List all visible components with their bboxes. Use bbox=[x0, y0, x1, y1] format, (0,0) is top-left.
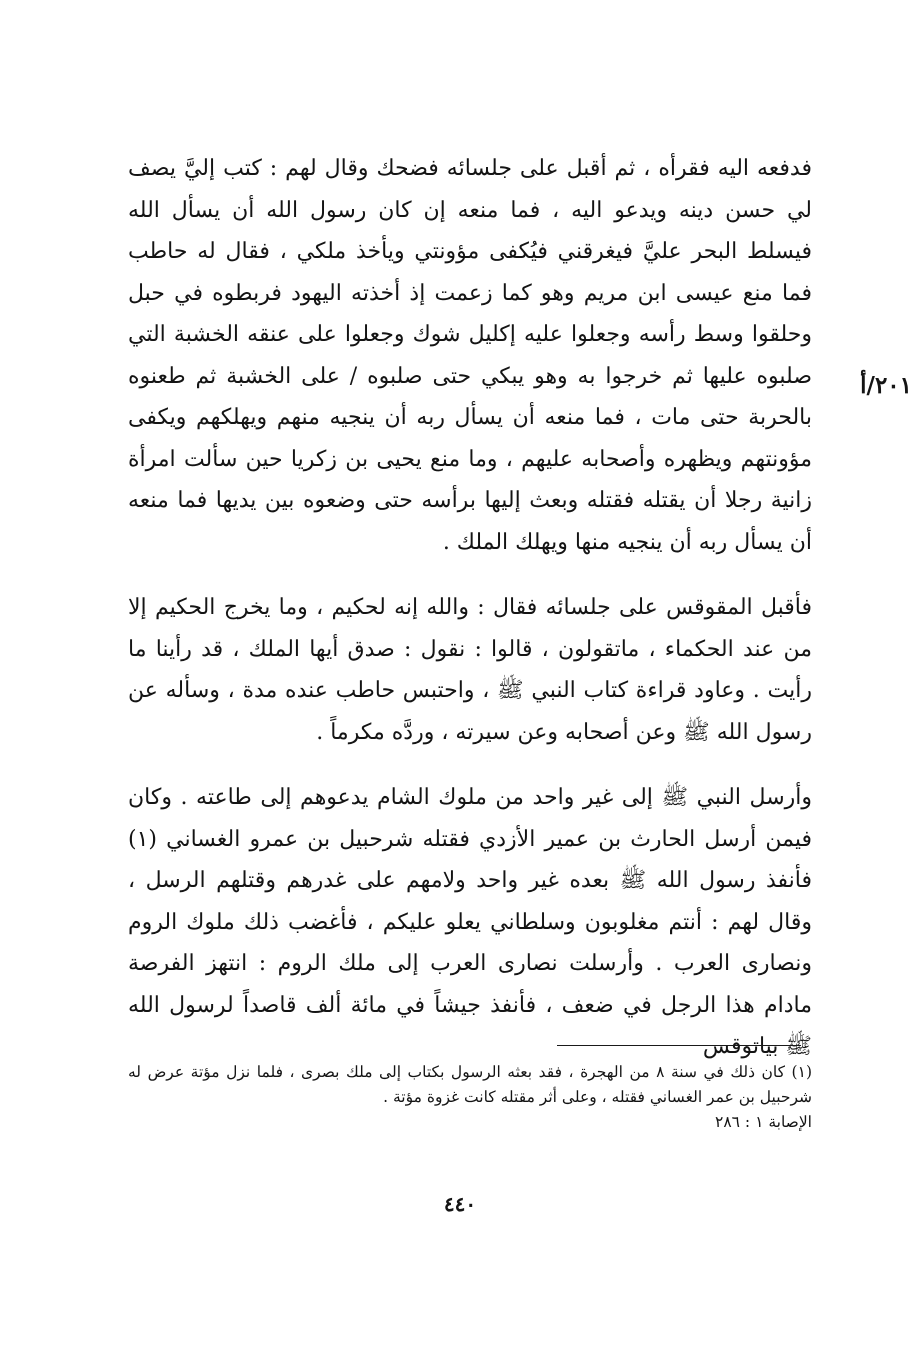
paragraph-text: فدفعه اليه فقرأه ، ثم أقبل على جلسائه فضحك وقال لهم : كتب إليَّ يصف لي حسن دينه ويدعو اليه ، فما منعه إن كان رسول الله أن يسأل الله فيسلط البحر عليَّ فيغرقني فيُكفى مؤونتي ويأخذ ملكي ، فقال له حاطب فما منع عيسى ابن مريم وهو كما زعمت إذ أخذته اليهود فربطوه في حبل وحلقوا وسط رأسه وجعلوا عليه إكليل شوك وجعلوا على عنقه الخشبة التي صلبوه عليها ثم خرجوا به وهو يبكي حتى صلبوه / على الخشبة ثم طعنوه بالحربة حتى مات ، فما منعه أن يسأل ربه أن ينجيه منهم ويهلكهم ويكفى مؤونتهم ويظهره وأصحابه عليهم ، وما منع يحيى بن زكريا حين سألت امرأة زانية رجلا أن يقتله فقتله وبعث إليها برأسه حتى وضعوه بين يديها فما منعه أن يسأل ربه أن ينجيه منها ويهلك الملك . bbox=[128, 156, 813, 555]
footnote-reference: الإصابة ١ : ٢٨٦ bbox=[715, 1113, 812, 1131]
paragraph bbox=[128, 148, 812, 563]
footnote-divider bbox=[557, 1045, 801, 1046]
paragraph-text: فأقبل المقوقس على جلسائه فقال : والله إنه لحكيم ، وما يخرج الحكيم إلا من عند الحكماء ، ماتقولون ، قالوا : نقول : صدق أيها الملك ، قد رأينا ما رأيت . وعاود قراءة كتاب النبي ﷺ ، واحتبس حاطب عنده مدة ، وسأله عن رسول الله ﷺ وعن أصحابه وعن سيرته ، وردَّه مكرماً . bbox=[128, 595, 812, 745]
footnotes bbox=[128, 1060, 812, 1135]
paragraph-text: وأرسل النبي ﷺ إلى غير واحد من ملوك الشام يدعوهم إلى طاعته . وكان فيمن أرسل الحارث بن عمير الأزدي فقتله شرحبيل بن عمرو الغساني (١) فأنفذ رسول الله ﷺ بعده غير واحد ولامهم على غدرهم وقتلهم الرسل ، وقال لهم : أنتم مغلوبون وسلطاني يعلو عليكم ، فأغضب ذلك ملوك الروم ونصارى العرب . وأرسلت نصارى العرب إلى ملك الروم : انتهز الفرصة مادام هذا الرجل في ضعف ، فأنفذ جيشاً في مائة ألف قاصداً لرسول الله ﷺ بياتوقس bbox=[128, 785, 812, 1059]
paragraph bbox=[128, 587, 812, 753]
margin-folio-note: ٢٠١/أ bbox=[860, 372, 912, 399]
footnote-text: (١) كان ذلك في سنة ٨ من الهجرة ، فقد بعثه الرسول بكتاب إلى ملك بصرى ، فلما نزل مؤتة عرض له شرحبيل بن عمر الغساني فقتله ، وعلى أثر مقتله كانت غزوة مؤتة . bbox=[128, 1063, 812, 1106]
paragraph bbox=[128, 777, 812, 1068]
main-text bbox=[128, 148, 812, 1092]
page-number: ٤٤٠ bbox=[443, 1192, 477, 1216]
